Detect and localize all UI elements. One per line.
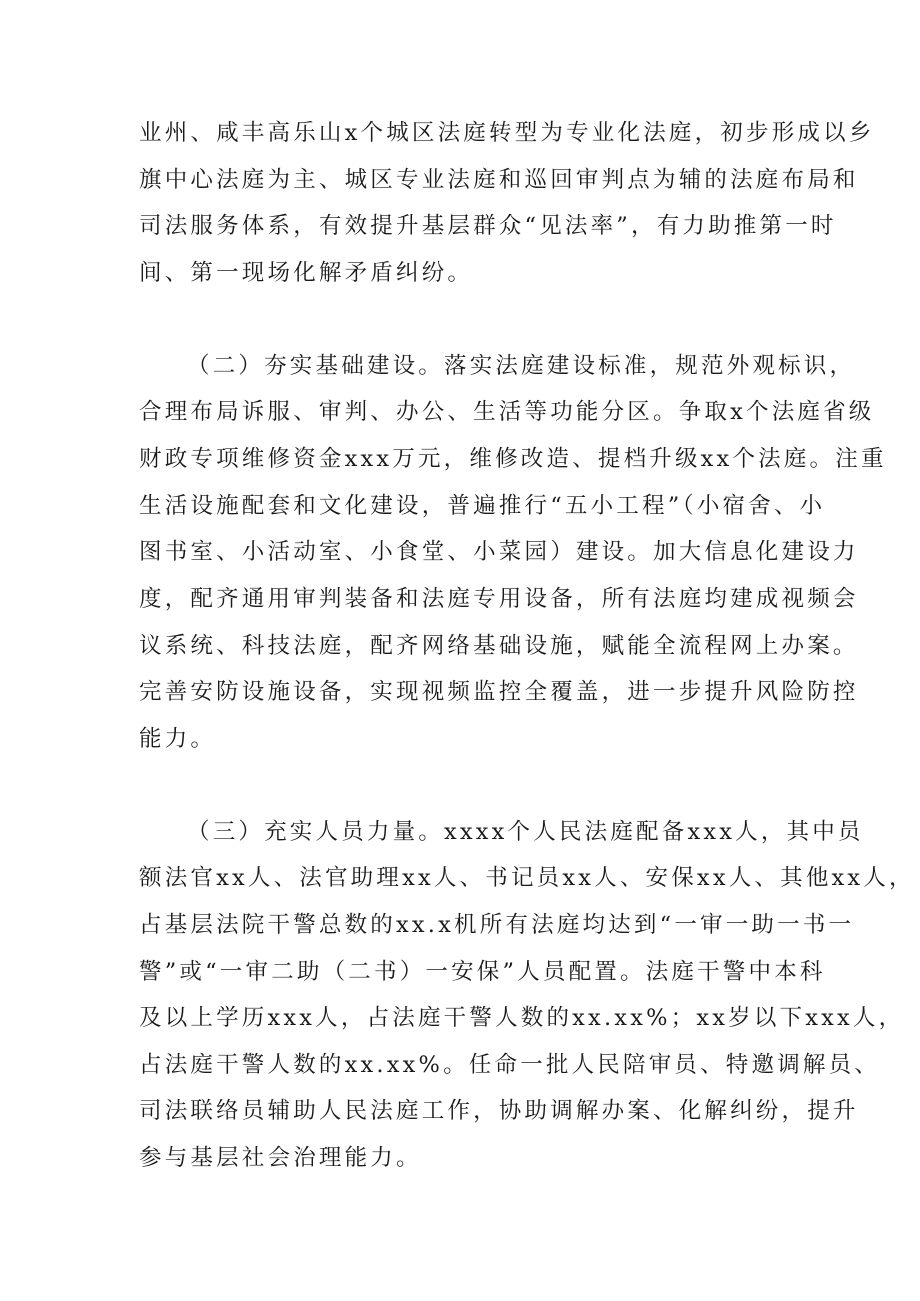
paragraph-3-line-1: （三）充实人员力量。xxxx个人民法庭配备xxx人，其中员 bbox=[187, 819, 864, 845]
paragraph-1-line-2: 旗中心法庭为主、城区专业法庭和巡回审判点为辅的法庭布局和 bbox=[139, 167, 859, 193]
paragraph-1-line-4: 间、第一现场化解矛盾纠纷。 bbox=[139, 260, 474, 286]
paragraph-2-line-6: 度，配齐通用审判装备和法庭专用设备，所有法庭均建成视频会 bbox=[139, 586, 859, 612]
paragraph-3-line-8: 参与基层社会治理能力。 bbox=[139, 1145, 422, 1171]
paragraph-2-line-7: 议系统、科技法庭，配齐网络基础设施，赋能全流程网上办案。 bbox=[139, 633, 859, 659]
paragraph-2-line-8: 完善安防设施设备，实现视频监控全覆盖，进一步提升风险防控 bbox=[139, 679, 859, 705]
paragraph-3-line-2: 额法官xx人、法官助理xx人、书记员xx人、安保xx人、其他xx人， bbox=[139, 865, 915, 891]
paragraph-3-line-7: 司法联络员辅助人民法庭工作，协助调解办案、化解纠纷，提升 bbox=[139, 1098, 859, 1124]
paragraph-2-line-2: 合理布局诉服、审判、办公、生活等功能分区。争取x个法庭省级 bbox=[139, 399, 875, 425]
paragraph-2-line-5: 图书室、小活动室、小食堂、小菜园）建设。加大信息化建设力 bbox=[139, 539, 859, 565]
paragraph-2-line-3: 财政专项维修资金xxx万元，维修改造、提档升级xx个法庭。注重 bbox=[139, 446, 887, 472]
paragraph-2-line-4: 生活设施配套和文化建设，普遍推行“五小工程”（小宿舍、小 bbox=[139, 493, 826, 519]
paragraph-3-line-4: 警”或“一审二助（二书）一安保”人员配置。法庭干警中本科 bbox=[139, 959, 826, 985]
paragraph-3-line-3: 占基层法院干警总数的xx.x机所有法庭均达到“一审一助一书一 bbox=[139, 912, 855, 938]
paragraph-2-line-1: （二）夯实基础建设。落实法庭建设标准，规范外观标识， bbox=[187, 353, 856, 379]
paragraph-2-line-9: 能力。 bbox=[139, 726, 217, 752]
paragraph-1-line-3: 司法服务体系，有效提升基层群众“见法率”，有力助推第一时 bbox=[139, 213, 837, 239]
paragraph-1-line-1: 业州、咸丰高乐山x个城区法庭转型为专业化法庭，初步形成以乡 bbox=[139, 120, 875, 146]
paragraph-3-line-5: 及以上学历xxx人，占法庭干警人数的xx.xx%；xx岁以下xxx人， bbox=[139, 1005, 905, 1031]
paragraph-3-line-6: 占法庭干警人数的xx.xx%。任命一批人民陪审员、特邀调解员、 bbox=[139, 1052, 880, 1078]
